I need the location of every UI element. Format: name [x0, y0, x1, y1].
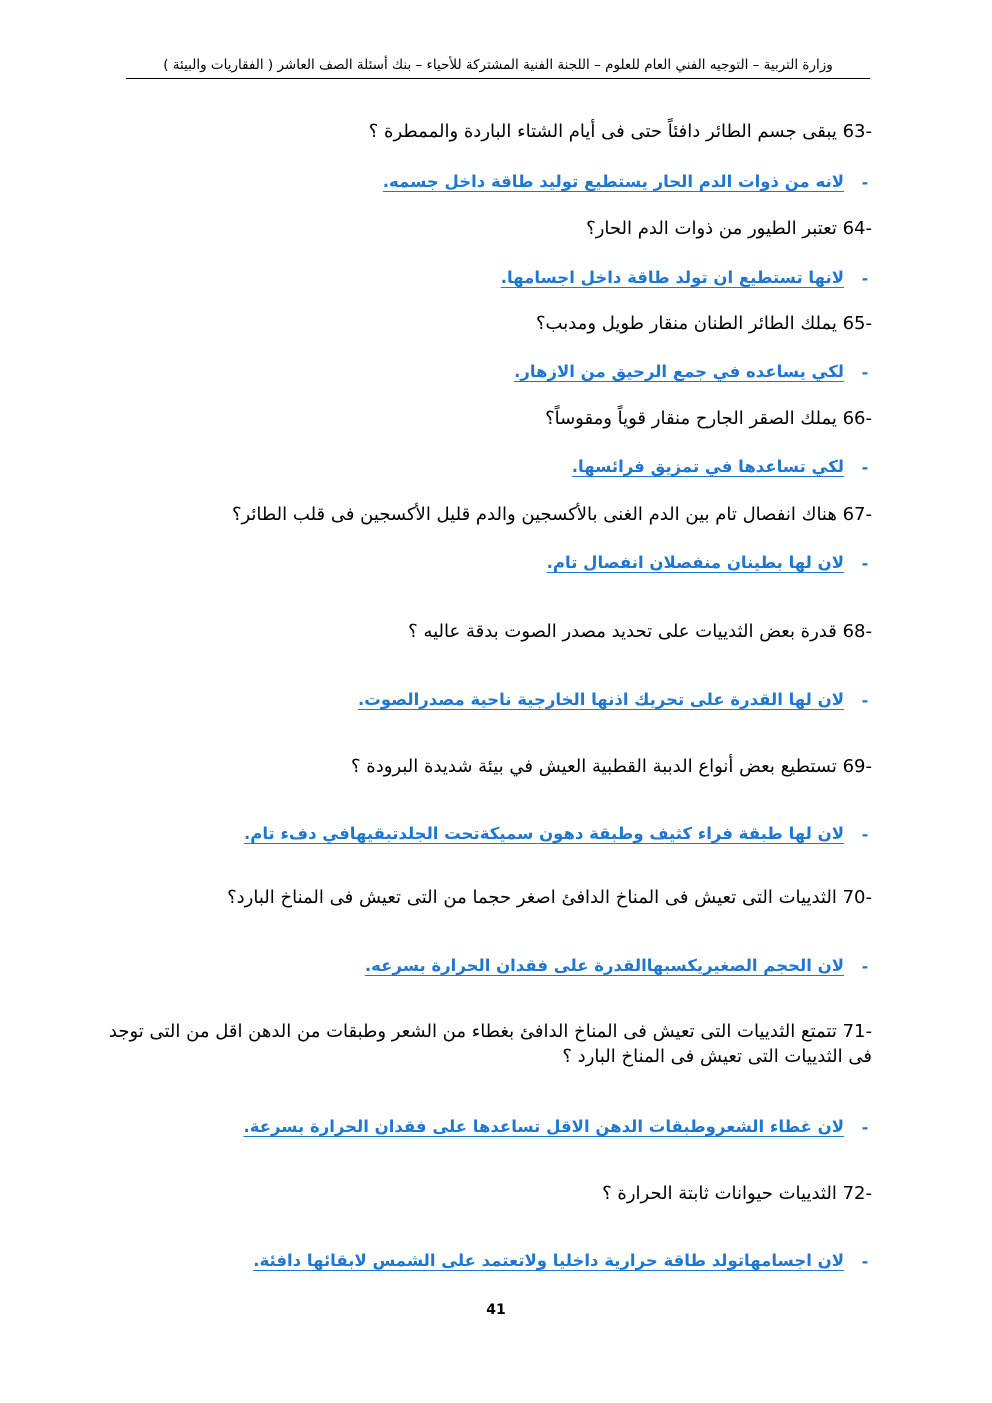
question-69 — [82, 754, 872, 780]
question-text: يملك الطائر الطنان منقار طويل ومدبب؟ — [536, 313, 837, 334]
answer-65: لكي يساعده في جمع الرحيق من الازهار. — [514, 362, 844, 381]
answer-bullet: - — [861, 691, 869, 710]
header-divider — [126, 78, 870, 79]
answer-66: لكي تساعدها في تمزيق فرائسها. — [571, 457, 844, 476]
answer-68: لان لها القدرة على تحريك اذنها الخارجية ناحية مصدرالصوت. — [357, 690, 844, 709]
answer-71: لان غطاء الشعروطبقات الدهن الاقل تساعدها على فقدان الحرارة بسرعة. — [243, 1117, 844, 1136]
answer-69: لان لها طبقة فراء كثيف وطبقة دهون سميكةتحت الجلدتبقيهافي دفء تام. — [243, 824, 844, 843]
question-70 — [82, 885, 872, 911]
question-72 — [82, 1181, 872, 1207]
question-text: يبقى جسم الطائر دافئاً حتى فى أيام الشتاء الباردة والممطرة ؟ — [368, 121, 837, 142]
question-number: 64- — [842, 218, 872, 239]
question-number: 71- — [842, 1021, 872, 1042]
answer-bullet: - — [861, 173, 869, 192]
question-text: تستطيع بعض أنواع الدببة القطبية العيش في بيئة شديدة البرودة ؟ — [351, 756, 837, 777]
answer-bullet: - — [861, 363, 869, 382]
question-text: الثدييات حيوانات ثابتة الحرارة ؟ — [602, 1183, 837, 1204]
question-64 — [82, 216, 872, 242]
answer-72: لان اجسامهاتولد طاقة حرارية داخليا ولاتعتمد على الشمس لابقائها دافئة. — [253, 1251, 844, 1270]
question-number: 63- — [842, 121, 872, 142]
question-63 — [82, 119, 872, 145]
question-68 — [82, 619, 872, 645]
question-number: 66- — [842, 408, 872, 429]
page-number: 41 — [486, 1302, 506, 1318]
answer-bullet: - — [861, 1252, 869, 1271]
question-71 — [82, 1019, 872, 1069]
answer-bullet: - — [861, 957, 869, 976]
answer-63: لانه من ذوات الدم الحار يستطيع توليد طاقة داخل جسمه. — [382, 172, 844, 191]
question-65 — [82, 311, 872, 337]
answer-bullet: - — [861, 1118, 869, 1137]
question-text: تعتبر الطيور من ذوات الدم الحار؟ — [586, 218, 837, 239]
question-66 — [82, 406, 872, 432]
question-number: 69- — [842, 756, 872, 777]
question-text: تتمتع الثدييات التى تعيش فى المناخ الدافئ بغطاء من الشعر وطبقات من الدهن اقل من التى توجد فى الثدييات التى تعيش فى المناخ البارد ؟ — [108, 1021, 872, 1067]
question-text: قدرة بعض الثدييات على تحديد مصدر الصوت بدقة عاليه ؟ — [408, 621, 837, 642]
answer-bullet: - — [861, 825, 869, 844]
question-number: 68- — [842, 621, 872, 642]
question-number: 72- — [842, 1183, 872, 1204]
question-number: 70- — [842, 887, 872, 908]
question-text: هناك انفصال تام بين الدم الغنى بالأكسجين والدم قليل الأكسجين فى قلب الطائر؟ — [231, 504, 837, 525]
question-text: يملك الصقر الجارح منقار قوياً ومقوساً؟ — [545, 408, 837, 429]
answer-67: لان لها بطينان منفصلان انفصال تام. — [546, 553, 844, 572]
question-number: 67- — [842, 504, 872, 525]
answer-bullet: - — [861, 269, 869, 288]
question-text: الثدييات التى تعيش فى المناخ الدافئ اصغر حجما من التى تعيش فى المناخ البارد؟ — [227, 887, 837, 908]
answer-64: لانها تستطيع ان تولد طاقة داخل اجسامها. — [500, 268, 844, 287]
answer-bullet: - — [861, 554, 869, 573]
page-header: وزارة التربية – التوجيه الفني العام للعلوم – اللجنة الفنية المشتركة للأحياء – بنك أسئلة الصف العاشر ( الفقاريات والبيئة ) — [163, 57, 833, 73]
question-67 — [82, 502, 872, 528]
answer-70: لان الحجم الصغيريكسبهاالقدرة على فقدان الحرارة بسرعه. — [364, 956, 844, 975]
question-number: 65- — [842, 313, 872, 334]
answer-bullet: - — [861, 458, 869, 477]
